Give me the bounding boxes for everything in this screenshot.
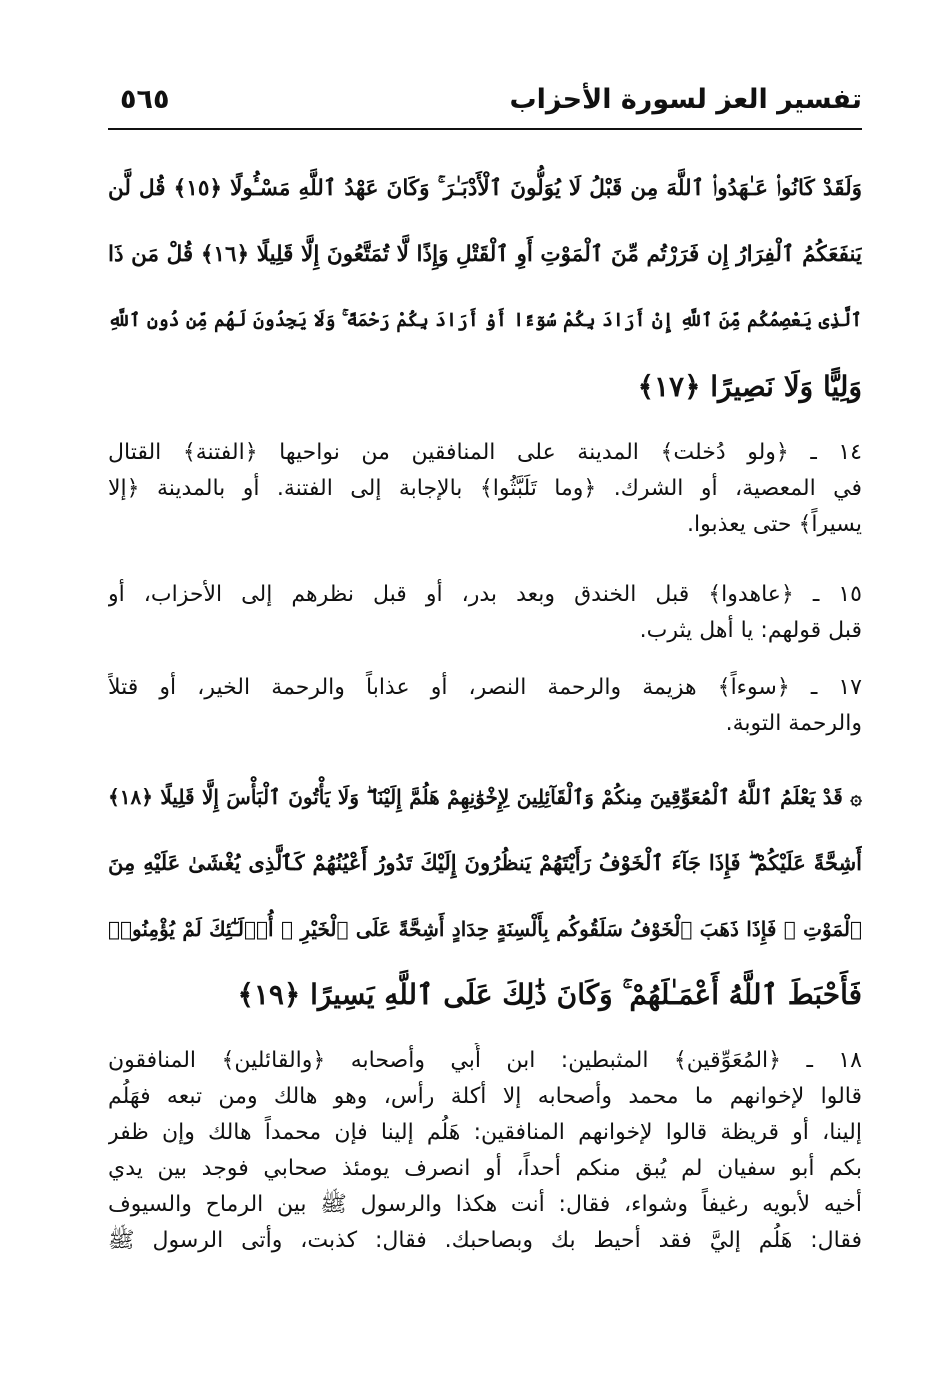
page-number: ٥٦٥ (120, 84, 170, 115)
commentary-line: ١٥ ـ ﴿عاهدوا﴾ قبل الخندق وبعد بدر، أو قبل نظرهم إلى الأحزاب، أو (108, 582, 862, 607)
verse-line: ۞ قَدْ يَعْلَمُ ٱللَّهُ ٱلْمُعَوِّقِينَ مِنكُمْ وَٱلْقَآئِلِينَ لِإِخْوَٰنِهِمْ هَلُمَّ إِلَيْنَا ۖ وَلَا يَأْتُونَ ٱلْبَأْسَ إِلَّا قَلِيلًا ﴿١٨﴾ (108, 785, 862, 809)
verse-line: ٱلْمَوْتِ ۖ فَإِذَا ذَهَبَ ٱلْخَوْفُ سَلَقُوكُم بِأَلْسِنَةٍ حِدَادٍ أَشِحَّةً عَلَى ٱلْخَيْرِ ۚ أُو۟لَـٰٓئِكَ لَمْ يُؤْمِنُوا۟ (108, 917, 862, 941)
commentary-18 (108, 1043, 862, 1259)
commentary-17 (108, 670, 862, 742)
commentary-line: ١٨ ـ ﴿المُعَوِّقين﴾ المثبطين: ابن أُبي وأصحابه ﴿والقائلين﴾ المنافقون (108, 1048, 862, 1073)
commentary-line: فقال: هَلُم إليَّ فقد أحيط بك وبصاحبك. فقال: كذبت، وأتى الرسول ﷺ (108, 1228, 862, 1253)
commentary-14 (108, 435, 862, 543)
commentary-line: والرحمة التوبة. (725, 711, 862, 736)
commentary-line: إلينا، أو قريظة قالوا لإخوانهم المنافقين: هَلُم إلينا فإن محمداً هالك وإن ظفر (108, 1120, 862, 1145)
commentary-15 (108, 577, 862, 649)
quran-verses-18-19 (108, 764, 862, 1028)
verse-line: وَلَقَدْ كَانُوا۟ عَـٰهَدُوا۟ ٱللَّهَ مِن قَبْلُ لَا يُوَلُّونَ ٱلْأَدْبَـٰرَ ۚ وَكَانَ عَهْدُ ٱللَّهِ مَسْـُٔولًا ﴿١٥﴾ قُل لَّن (108, 176, 862, 201)
commentary-line: قالوا لإخوانهم ما محمد وأصحابه إلا أكلة رأس، وهو هالك ومن تبعه فهَلُم (108, 1084, 862, 1109)
commentary-line: قبل قولهم: يا أهل يثرب. (639, 618, 862, 643)
commentary-line: ١٧ ـ ﴿سوءاً﴾ هزيمة والرحمة النصر، أو عذاباً والرحمة الخير، أو قتلاً (108, 675, 862, 700)
verse-line: ٱلَّذِى يَعْصِمُكُم مِّنَ ٱللَّهِ إِنْ أَرَادَ بِكُمْ سُوٓءًا أَوْ أَرَادَ بِكُمْ رَحْمَةً ۚ وَلَا يَجِدُونَ لَهُم مِّن دُونِ ٱللَّهِ (108, 310, 862, 331)
quran-verses-15-17 (108, 156, 862, 420)
verse-line: يَنفَعَكُمُ ٱلْفِرَارُ إِن فَرَرْتُم مِّنَ ٱلْمَوْتِ أَوِ ٱلْقَتْلِ وَإِذًا لَّا تُمَتَّعُونَ إِلَّا قَلِيلًا ﴿١٦﴾ قُلْ مَن ذَا (108, 242, 862, 267)
verse-line: فَأَحْبَطَ ٱللَّهُ أَعْمَـٰلَهُمْ ۚ وَكَانَ ذَٰلِكَ عَلَى ٱللَّهِ يَسِيرًا ﴿١٩﴾ (237, 978, 862, 1011)
running-title: تفسير العز لسورة الأحزاب (509, 84, 862, 115)
commentary-line: في المعصية، أو الشرك. ﴿وما تَلَبَّثُوا﴾ بالإجابة إلى الفتنة. أو بالمدينة ﴿إلا (108, 476, 862, 501)
verse-line: أَشِحَّةً عَلَيْكُمْ ۖ فَإِذَا جَآءَ ٱلْخَوْفُ رَأَيْتَهُمْ يَنظُرُونَ إِلَيْكَ تَدُورُ أَعْيُنُهُمْ كَٱلَّذِى يُغْشَىٰ عَلَيْهِ مِنَ (108, 850, 862, 875)
commentary-line: بكم أبو سفيان لم يُبق منكم أحداً، أو انصرف يومئذ صحابي فوجد بين يدي (108, 1156, 862, 1181)
header-rule (108, 128, 862, 130)
commentary-line: ١٤ ـ ﴿ولو دُخلت﴾ المدينة على المنافقين من نواحيها ﴿الفتنة﴾ القتال (108, 440, 862, 465)
commentary-line: أخيه لأبويه رغيفاً وشواء، فقال: أنت هكذا والرسول ﷺ بين الرماح والسيوف (108, 1192, 862, 1217)
commentary-line: يسيراً﴾ حتى يعذبوا. (687, 512, 862, 537)
page-header (108, 82, 862, 128)
verse-line: وَلِيًّا وَلَا نَصِيرًا ﴿١٧﴾ (637, 370, 862, 403)
